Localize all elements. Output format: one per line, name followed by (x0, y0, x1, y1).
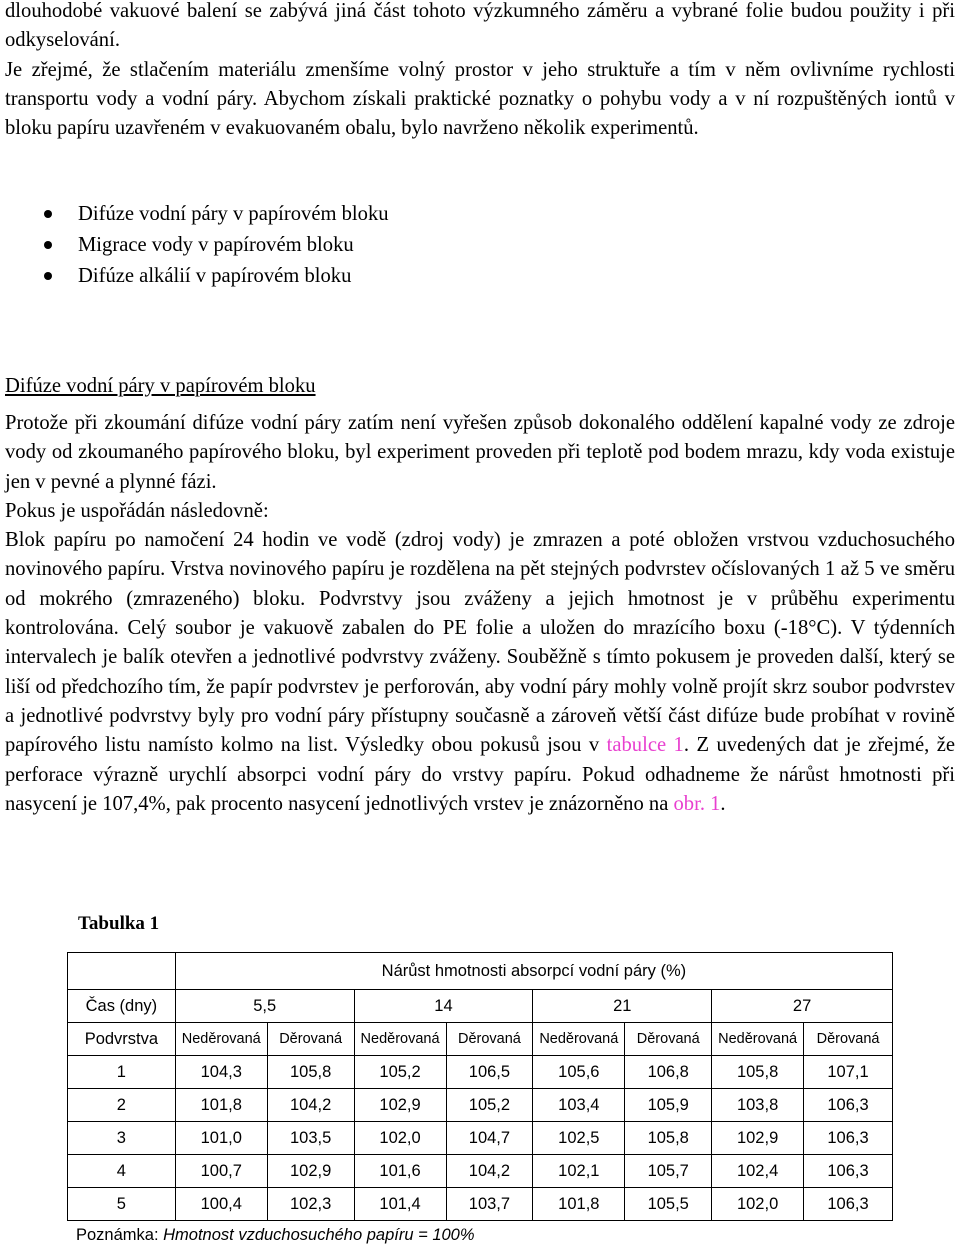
table-note (76, 1226, 475, 1245)
table-row (68, 1188, 893, 1221)
value-cell: 103,7 (446, 1188, 533, 1221)
paragraph-text: . (720, 792, 726, 815)
value-cell: 106,3 (804, 1122, 893, 1155)
value-cell: 105,7 (625, 1155, 712, 1188)
list-item-label: Migrace vody v papírovém bloku (78, 234, 354, 256)
data-table (67, 952, 893, 1221)
value-cell: 103,8 (712, 1089, 804, 1122)
value-cell: 105,8 (267, 1056, 354, 1089)
table-row (68, 1122, 893, 1155)
list-item-label: Difúze alkálií v papírovém bloku (78, 265, 352, 287)
note-text: Hmotnost vzduchosuchého papíru = 100% (163, 1226, 475, 1244)
value-cell: 106,3 (804, 1089, 893, 1122)
table-subheader-row (68, 1023, 893, 1056)
layer-number-cell: 1 (68, 1056, 176, 1089)
value-cell: 105,8 (712, 1056, 804, 1089)
table-time-row (68, 990, 893, 1023)
perforation-header-cell: Děrovaná (267, 1023, 354, 1056)
section-body (5, 409, 955, 819)
list-item (5, 230, 389, 261)
value-cell: 105,2 (354, 1056, 446, 1089)
value-cell: 103,4 (533, 1089, 625, 1122)
value-cell: 106,5 (446, 1056, 533, 1089)
layer-label: Podvrstva (68, 1023, 176, 1056)
layer-number-cell: 4 (68, 1155, 176, 1188)
paragraph-text: . Z uvedených dat je zřejmé, že perforace výrazně urychlí absorpci vodní páry do vrstvy papíru. Pokud odhadneme že nárůst hmotnosti při nasycení je 107,4%, pak procento nasycení jednotlivých vrstev je znázorněno na (5, 734, 956, 815)
value-cell: 101,6 (354, 1155, 446, 1188)
time-header-cell: 21 (533, 990, 712, 1023)
value-cell: 102,1 (533, 1155, 625, 1188)
time-header-cell: 5,5 (175, 990, 354, 1023)
table-group-header: Nárůst hmotnosti absorpcí vodní páry (%) (175, 953, 892, 990)
section-paragraph-1: Protože při zkoumání difúze vodní páry zatím není vyřešen způsob dokonalého oddělení kapalné vody ze zdroje vody od zkoumaného papírového bloku, byl experiment proveden při teplotě pod bodem mrazu, kdy voda existuje jen v pevné a plynné fázi. (5, 412, 955, 493)
bullet-icon (44, 272, 52, 280)
perforation-header-cell: Neděrovaná (533, 1023, 625, 1056)
value-cell: 104,7 (446, 1122, 533, 1155)
intro-paragraph-2: Je zřejmé, že stlačením materiálu zmenšíme volný prostor v jeho struktuře a tím v něm ovlivníme rychlosti transportu vody a vodní páry. Abychom získali praktické poznatky o pohybu vody a v ní rozpuštěných iontů v bloku papíru uzavřeném v evakuovaném obalu, bylo navrženo několik experimentů. (5, 58, 955, 140)
value-cell: 106,3 (804, 1188, 893, 1221)
bullet-icon (44, 210, 52, 218)
value-cell: 105,2 (446, 1089, 533, 1122)
intro-paragraph-1: dlouhodobé vakuové balení se zabývá jiná část tohoto výzkumného záměru a vybrané folie budou použity i při odkyselování. (5, 0, 955, 52)
value-cell: 102,4 (712, 1155, 804, 1188)
list-item (5, 199, 389, 230)
value-cell: 107,1 (804, 1056, 893, 1089)
experiment-list (5, 199, 389, 292)
table-row (68, 1056, 893, 1089)
section-heading: Difúze vodní páry v papírovém bloku (5, 375, 316, 397)
value-cell: 100,7 (175, 1155, 267, 1188)
bullet-icon (44, 241, 52, 249)
table-caption: Tabulka 1 (78, 913, 160, 934)
value-cell: 102,0 (354, 1122, 446, 1155)
value-cell: 104,2 (446, 1155, 533, 1188)
section-paragraph-2: Pokus je uspořádán následovně: (5, 499, 269, 522)
value-cell: 104,3 (175, 1056, 267, 1089)
value-cell: 102,9 (267, 1155, 354, 1188)
time-header-cell: 27 (712, 990, 893, 1023)
value-cell: 104,2 (267, 1089, 354, 1122)
value-cell: 105,9 (625, 1089, 712, 1122)
value-cell: 102,9 (354, 1089, 446, 1122)
perforation-header-cell: Děrovaná (625, 1023, 712, 1056)
value-cell: 103,5 (267, 1122, 354, 1155)
perforation-header-cell: Děrovaná (446, 1023, 533, 1056)
figure-reference-link[interactable]: obr. 1 (673, 792, 721, 815)
table-row (68, 1089, 893, 1122)
value-cell: 106,8 (625, 1056, 712, 1089)
perforation-header-cell: Děrovaná (804, 1023, 893, 1056)
table-group-header-row (68, 953, 893, 990)
value-cell: 102,5 (533, 1122, 625, 1155)
value-cell: 102,3 (267, 1188, 354, 1221)
time-label: Čas (dny) (68, 990, 176, 1023)
section-paragraph-3 (5, 526, 955, 819)
value-cell: 101,4 (354, 1188, 446, 1221)
value-cell: 101,8 (175, 1089, 267, 1122)
intro-text (5, 0, 955, 143)
value-cell: 102,9 (712, 1122, 804, 1155)
perforation-header-cell: Neděrovaná (354, 1023, 446, 1056)
table-corner-cell (68, 953, 176, 990)
list-item-label: Difúze vodní páry v papírovém bloku (78, 203, 389, 225)
list-item (5, 261, 389, 292)
value-cell: 100,4 (175, 1188, 267, 1221)
perforation-header-cell: Neděrovaná (175, 1023, 267, 1056)
value-cell: 105,5 (625, 1188, 712, 1221)
table-reference-link[interactable]: tabulce 1 (606, 734, 684, 757)
note-label: Poznámka: (76, 1226, 164, 1244)
value-cell: 101,8 (533, 1188, 625, 1221)
perforation-header-cell: Neděrovaná (712, 1023, 804, 1056)
layer-number-cell: 2 (68, 1089, 176, 1122)
paragraph-text: Blok papíru po namočení 24 hodin ve vodě (zdroj vody) je zmrazen a poté obložen vrstvou vzduchosuchého novinového papíru. Vrstva novinového papíru je rozdělena na pět stejných podvrstev očíslovaných 1 až 5 ve směru od mokrého (zmrazeného) bloku. Podvrstvy jsou zváženy a jejich hmotnost je v průběhu experimentu kontrolována. Celý soubor je vakuově zabalen do PE folie a uložen do mrazícího boxu (-18°C). V týdenních intervalech je balík otevřen a jednotlivé podvrstvy zváženy. Souběžně s tímto pokusem je proveden další, který se liší od předchozího tím, že papír podvrstev je perforován, aby vodní páry mohly volně projít skrz soubor podvrstev a jednotlivé podvrstvy byly pro vodní páry přístupny současně a zároveň větší část difúze bude probíhat v rovině papírového listu namísto kolmo na list. Výsledky obou pokusů jsou v (5, 529, 955, 757)
layer-number-cell: 5 (68, 1188, 176, 1221)
time-header-cell: 14 (354, 990, 533, 1023)
value-cell: 102,0 (712, 1188, 804, 1221)
value-cell: 106,3 (804, 1155, 893, 1188)
table-row (68, 1155, 893, 1188)
value-cell: 101,0 (175, 1122, 267, 1155)
value-cell: 105,6 (533, 1056, 625, 1089)
layer-number-cell: 3 (68, 1122, 176, 1155)
value-cell: 105,8 (625, 1122, 712, 1155)
